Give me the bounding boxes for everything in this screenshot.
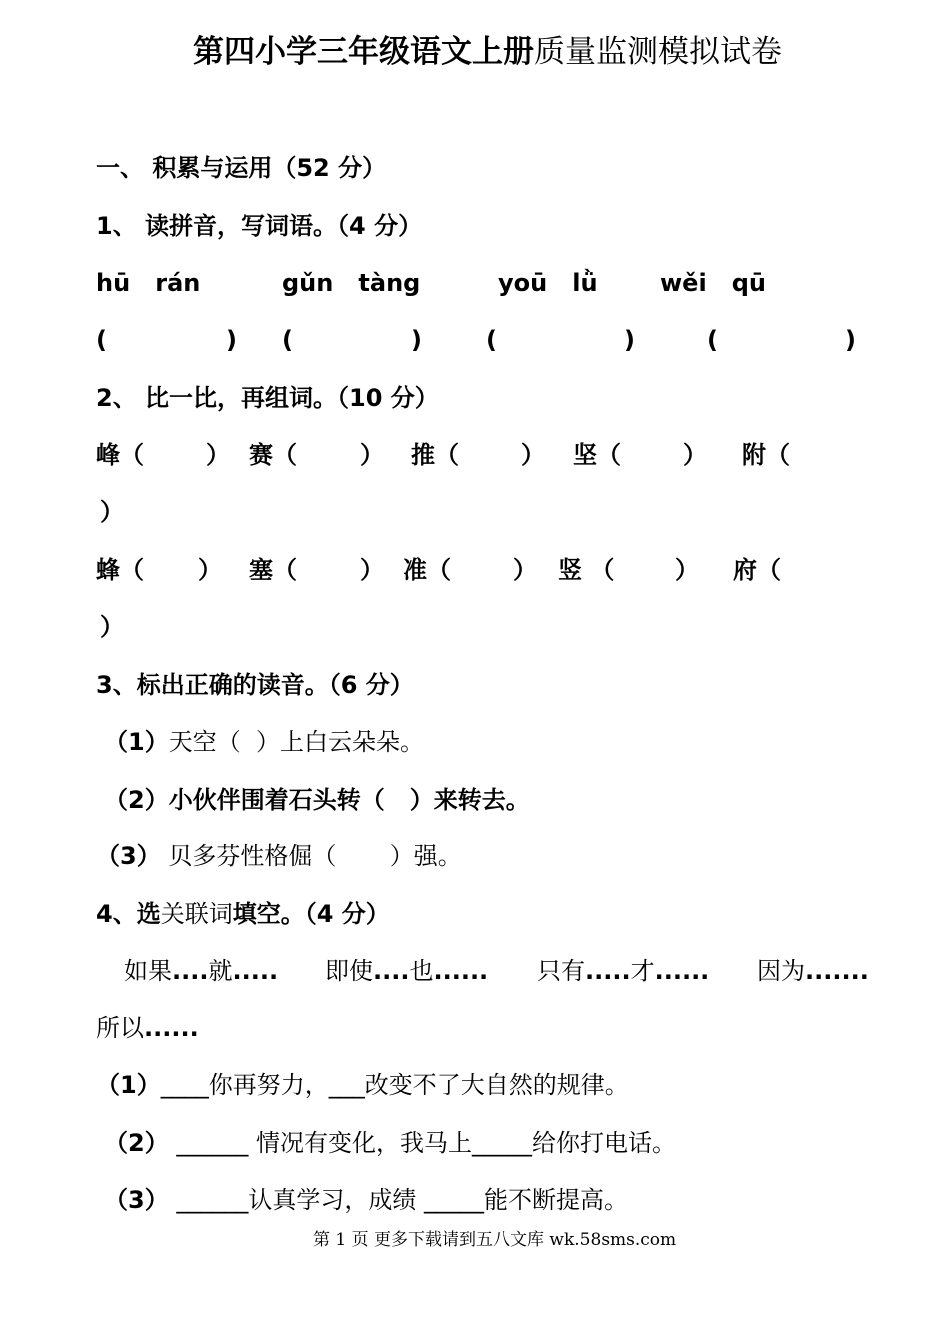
title-regular-part: 质量监测模拟试卷 (534, 34, 782, 70)
compare-close: ） (360, 556, 384, 584)
compare-close: ） (100, 613, 124, 641)
compare-close: ） (198, 556, 222, 584)
question-3-heading (96, 670, 414, 700)
compare-char: 塞（ (249, 556, 297, 584)
answer-bracket-open: ( (282, 326, 293, 354)
compare-char: 推（ (411, 441, 459, 469)
compare-close: ） (100, 498, 124, 526)
q3-item-1 (104, 727, 424, 757)
question-1-heading: 1、 读拼音，写词语。（4 分） (96, 212, 423, 240)
answer-bracket-close: ) (845, 326, 856, 354)
answer-bracket-open: ( (96, 326, 107, 354)
compare-close: ） (206, 441, 230, 469)
conjunction-pair-2: 即使....也...... (325, 957, 489, 985)
page-footer: 第 1 页 更多下载请到五八文库 wk.58sms.com (313, 1230, 677, 1250)
item-text: 贝多芬性格倔（ ）强。 (160, 842, 462, 870)
compare-char: 府（ (733, 556, 781, 584)
conjunction-pair-4-cont: 所以...... (96, 1014, 199, 1042)
heading-bold: 4、选 (96, 900, 161, 928)
answer-bracket-open: ( (486, 326, 497, 354)
answer-bracket-close: ) (624, 326, 635, 354)
section-heading: 一、 积累与运用（52 分） (96, 154, 387, 182)
document-title (193, 30, 782, 74)
heading-bold: 填空。（4 分） (232, 900, 390, 928)
heading-num: 3、标出 (96, 671, 185, 699)
item-text: ______认真学习，成绩 _____能不断提高。 (168, 1186, 628, 1214)
item-number: （1） (96, 1071, 161, 1099)
q4-item-1 (96, 1070, 629, 1100)
item-text: ____你再努力，___改变不了大自然的规律。 (160, 1071, 629, 1099)
heading-regular: 关联词 (160, 900, 233, 928)
q3-item-2: （2）小伙伴围着石头转（ ）来转去。 (104, 786, 530, 814)
item-number: （3） (96, 842, 161, 870)
conjunction-pair-1: 如果....就..... (124, 957, 279, 985)
compare-close: ） (683, 441, 707, 469)
compare-close: ） (675, 556, 699, 584)
conjunction-pair-3: 只有.....才...... (537, 957, 710, 985)
title-bold-part: 第四小学三年级语文上册 (193, 34, 534, 70)
answer-bracket-open: ( (707, 326, 718, 354)
item-text: ______ 情况有变化，我马上_____给你打电话。 (168, 1129, 676, 1157)
q4-item-2 (104, 1128, 676, 1158)
compare-char: 坚（ (573, 441, 621, 469)
compare-char: 赛（ (249, 441, 297, 469)
compare-close: ） (360, 441, 384, 469)
compare-close: ） (521, 441, 545, 469)
item-number: （1） (104, 728, 169, 756)
compare-char: 准（ (403, 556, 451, 584)
question-2-heading: 2、 比一比，再组词。（10 分） (96, 384, 439, 412)
conjunction-pair-4: 因为....... (757, 957, 869, 985)
pinyin-1: hū rán (96, 269, 201, 297)
item-number: （2） (104, 1129, 169, 1157)
answer-bracket-close: ) (226, 326, 237, 354)
answer-bracket-close: ) (411, 326, 422, 354)
compare-close: ） (513, 556, 537, 584)
item-number: （3） (104, 1186, 169, 1214)
heading-bold: 正确的读音。（6 分） (184, 671, 414, 699)
compare-char: 蜂（ (96, 556, 144, 584)
q3-item-3 (96, 841, 462, 871)
compare-char: 竖 （ (558, 556, 615, 584)
compare-char: 附（ (742, 441, 790, 469)
question-4-heading (96, 899, 390, 929)
pinyin-4: wěi qū (660, 269, 767, 297)
pinyin-3: yoū lǜ (498, 269, 598, 297)
item-text: 天空（ ）上白云朵朵。 (168, 728, 424, 756)
compare-char: 峰（ (96, 441, 144, 469)
pinyin-2: gǔn tàng (282, 269, 421, 297)
q4-item-3 (104, 1185, 628, 1215)
